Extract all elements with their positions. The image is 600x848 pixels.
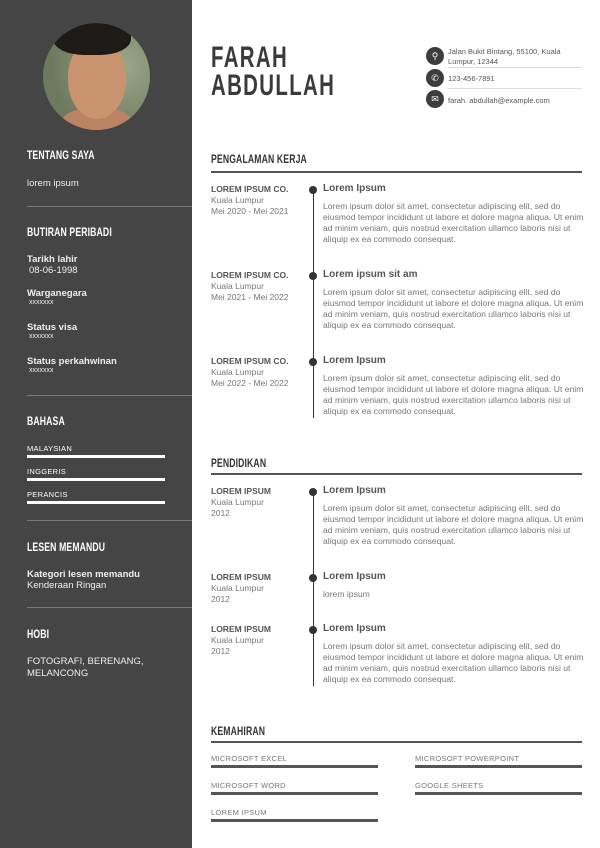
entry-period: 2012: [211, 594, 230, 604]
language-bar: [27, 501, 165, 504]
license-info: Kategori lesen memandu Kenderaan Ringan: [27, 569, 140, 591]
entry-meta: [211, 624, 271, 657]
skill-label: MICROSOFT POWERPOINT: [415, 754, 520, 763]
entry-location: Kuala Lumpur: [211, 497, 264, 507]
location-icon: ⚲: [426, 47, 444, 65]
timeline-dot: [309, 186, 317, 194]
email-icon: ✉: [426, 90, 444, 108]
language-bar: [27, 455, 165, 458]
hobbies-heading: HOBI: [27, 627, 50, 641]
entry-period: Mei 2021 - Mei 2022: [211, 292, 289, 302]
personal-item: Warganegara xxxxxxx: [27, 288, 87, 306]
about-heading: TENTANG SAYA: [27, 148, 95, 162]
phone-icon: ✆: [426, 69, 444, 87]
entry-period: 2012: [211, 646, 230, 656]
languages-heading: BAHASA: [27, 414, 65, 428]
skill-bar: [415, 792, 582, 795]
personal-item: Tarikh lahir 08-06-1998: [27, 254, 78, 276]
entry-title: Lorem Ipsum: [323, 571, 386, 582]
entry-org: LOREM IPSUM CO.: [211, 270, 289, 280]
entry-period: Mei 2020 - Mei 2021: [211, 206, 289, 216]
language-label: MALAYSIAN: [27, 444, 73, 453]
entry-org: LOREM IPSUM CO.: [211, 184, 289, 194]
entry-meta: [211, 572, 271, 605]
entry-description: Lorem ipsum dolor sit amet, consectetur adipiscing elit, sed do eiusmod tempor incididunt ut labore et dolore magna aliqua. Ut enim ad minim veniam, quis nostrud exercitation ullamco laboris nisi ut aliquip ex ea commodo consequat.: [323, 201, 584, 244]
sidebar: [0, 0, 192, 848]
entry-title: Lorem Ipsum: [323, 485, 386, 496]
entry-period: Mei 2022 - Mei 2022: [211, 378, 289, 388]
timeline-dot: [309, 488, 317, 496]
skill-bar: [211, 792, 378, 795]
entry-description: Lorem ipsum dolor sit amet, consectetur adipiscing elit, sed do eiusmod tempor incididunt ut labore et dolore magna aliqua. Ut enim ad minim veniam, quis nostrud exercitation ullamco laboris nisi ut aliquip ex ea commodo consequat.: [323, 503, 584, 546]
timeline-dot: [309, 272, 317, 280]
entry-location: Kuala Lumpur: [211, 583, 264, 593]
entry-description: Lorem ipsum dolor sit amet, consectetur adipiscing elit, sed do eiusmod tempor incididunt ut labore et dolore magna aliqua. Ut enim ad minim veniam, quis nostrud exercitation ullamco laboris nisi ut aliquip ex ea commodo consequat.: [323, 287, 584, 330]
entry-location: Kuala Lumpur: [211, 195, 264, 205]
profile-photo: [43, 23, 150, 130]
skill-label: GOOGLE SHEETS: [415, 781, 484, 790]
phone: 123-456-7891: [448, 74, 495, 83]
entry-org: LOREM IPSUM: [211, 624, 271, 634]
skill-label: MICROSOFT WORD: [211, 781, 286, 790]
personal-item: Status perkahwinan xxxxxxx: [27, 356, 117, 374]
timeline-dot: [309, 358, 317, 366]
entry-description: Lorem ipsum dolor sit amet, consectetur adipiscing elit, sed do eiusmod tempor incididunt ut labore et dolore magna aliqua. Ut enim ad minim veniam, quis nostrud exercitation ullamco laboris nisi ut aliquip ex ea commodo consequat.: [323, 641, 584, 684]
timeline-dot: [309, 574, 317, 582]
skill-bar: [211, 765, 378, 768]
email: farah. abdullah@example.com: [448, 96, 550, 105]
experience-heading: PENGALAMAN KERJA: [211, 152, 307, 166]
timeline-dot: [309, 626, 317, 634]
skill-label: MICROSOFT EXCEL: [211, 754, 288, 763]
language-label: INGGERIS: [27, 467, 67, 476]
entry-description: lorem ipsum: [323, 589, 370, 599]
education-heading: PENDIDIKAN: [211, 456, 267, 470]
skill-label: LOREM IPSUM: [211, 808, 267, 817]
language-label: PERANCIS: [27, 490, 68, 499]
entry-meta: [211, 486, 271, 519]
hobbies-text: FOTOGRAFI, BERENANG, MELANCONG: [27, 656, 144, 679]
skills-heading: KEMAHIRAN: [211, 724, 266, 738]
entry-meta: [211, 270, 289, 303]
entry-meta: [211, 184, 289, 217]
entry-location: Kuala Lumpur: [211, 281, 264, 291]
entry-org: LOREM IPSUM: [211, 486, 271, 496]
entry-location: Kuala Lumpur: [211, 367, 264, 377]
personal-item: Status visa xxxxxxx: [27, 322, 78, 340]
entry-title: Lorem Ipsum: [323, 355, 386, 366]
entry-title: Lorem Ipsum: [323, 183, 386, 194]
address: Jalan Bukit Bintang, 55100, Kuala Lumpur, 12344: [448, 47, 561, 66]
entry-description: Lorem ipsum dolor sit amet, consectetur adipiscing elit, sed do eiusmod tempor incididunt ut labore et dolore magna aliqua. Ut enim ad minim veniam, quis nostrud exercitation ullamco laboris nisi ut aliquip ex ea commodo consequat.: [323, 373, 584, 416]
entry-org: LOREM IPSUM: [211, 572, 271, 582]
entry-title: Lorem Ipsum: [323, 623, 386, 634]
entry-period: 2012: [211, 508, 230, 518]
entry-org: LOREM IPSUM CO.: [211, 356, 289, 366]
personal-heading: BUTIRAN PERIBADI: [27, 225, 112, 239]
license-heading: LESEN MEMANDU: [27, 540, 106, 554]
entry-meta: [211, 356, 289, 389]
language-bar: [27, 478, 165, 481]
skill-bar: [415, 765, 582, 768]
full-name: FARAH ABDULLAH: [211, 41, 336, 102]
entry-title: Lorem ipsum sit am: [323, 269, 418, 280]
skill-bar: [211, 819, 378, 822]
about-text: lorem ipsum: [27, 178, 79, 189]
entry-location: Kuala Lumpur: [211, 635, 264, 645]
